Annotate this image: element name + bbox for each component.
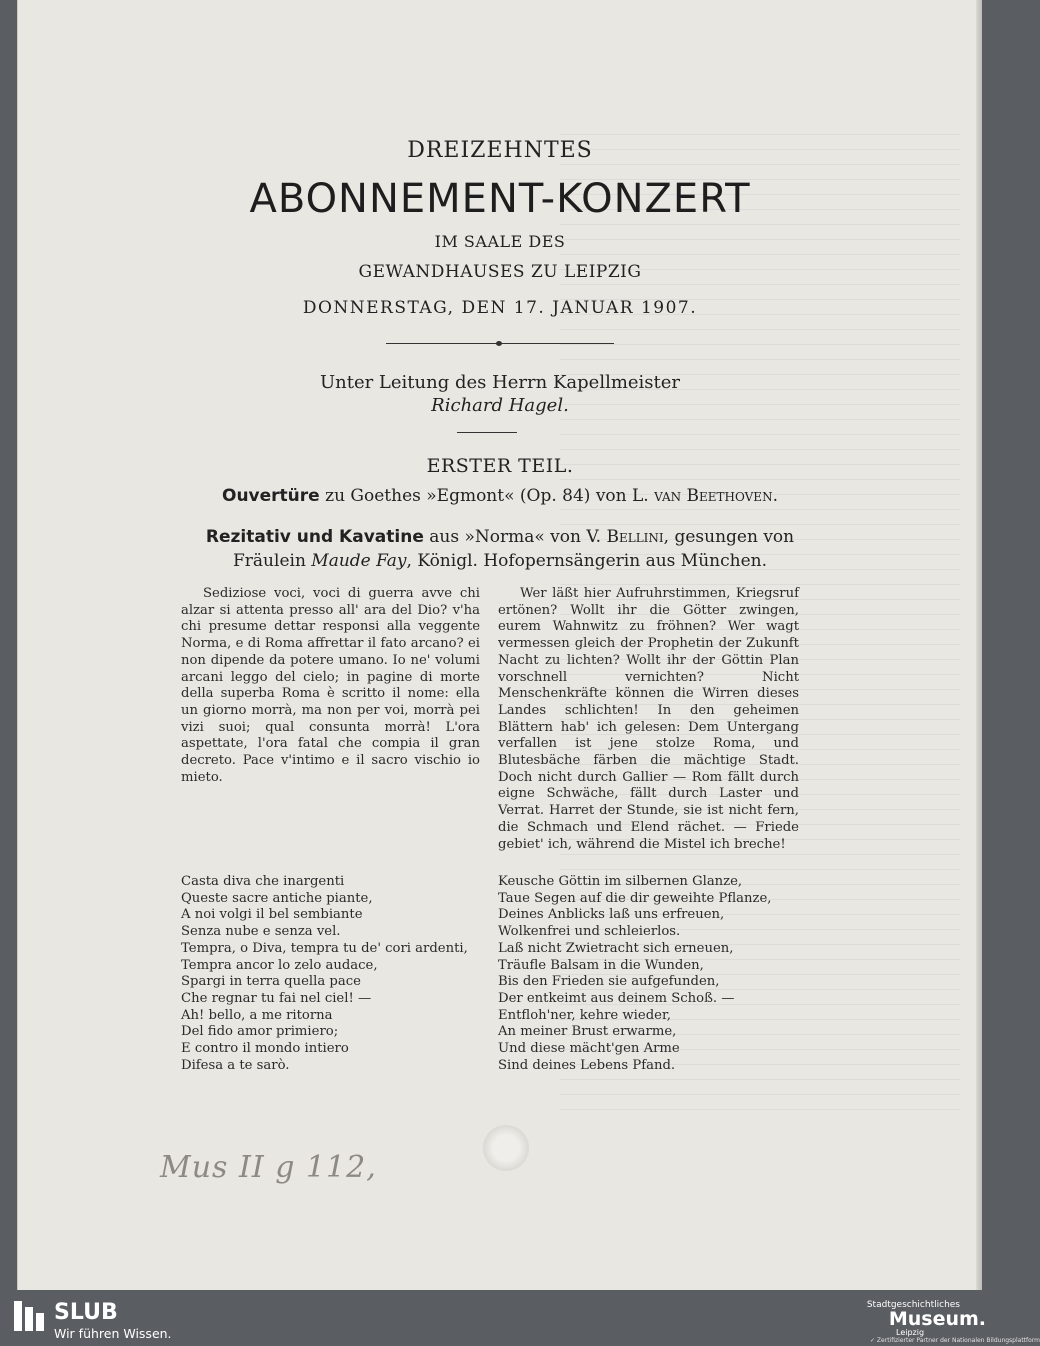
venue-line-1: IM SAALE DES	[434, 232, 566, 251]
verse-line-german: Wolkenfrei und schleierlos.	[498, 924, 681, 940]
verse-line-italian: Tempra ancor lo zelo audace,	[181, 957, 378, 973]
verse-line-italian: Spargi in terra quella pace	[181, 974, 361, 990]
verse-line-german: Sind deines Lebens Pfand.	[498, 1057, 676, 1073]
verse-line-german: Keusche Göttin im silbernen Glanze,	[498, 874, 743, 889]
verse-line-german: Der entkeimt aus deinem Schoß. —	[498, 990, 735, 1006]
verse-line-italian: Senza nube e senza vel.	[181, 924, 341, 940]
singer-prefix: Fräulein	[233, 551, 312, 571]
verse-line-italian: Queste sacre antiche piante,	[181, 890, 373, 906]
verse-line-german: Laß nicht Zwietracht sich erneuen,	[498, 940, 734, 956]
museum-partner-note: ✓ Zertifizierter Partner der Nationalen Bildungsplattform	[870, 1337, 1040, 1344]
program-item-aria	[0, 527, 1000, 547]
slub-title: SLUB	[54, 1300, 118, 1325]
section-heading: ERSTER TEIL.	[426, 455, 574, 477]
aria-title: Rezitativ und Kavatine	[205, 527, 424, 547]
verse-line-italian: Casta diva che inargenti	[181, 874, 345, 889]
concert-date: DONNERSTAG, DEN 17. JANUAR 1907.	[302, 298, 698, 318]
conductor-line: Unter Leitung des Herrn Kapellmeister	[319, 372, 681, 393]
recitative-italian	[181, 586, 480, 786]
museum-city: Leipzig	[896, 1328, 925, 1337]
singer-name: Maude Fay	[311, 551, 407, 571]
venue-line-2: GEWANDHAUSES ZU LEIPZIG	[358, 262, 642, 282]
conductor-name: Richard Hagel.	[431, 395, 569, 416]
museum-name: Museum.	[888, 1308, 986, 1330]
recitative-german	[498, 586, 799, 853]
verse-line-german: Taue Segen auf die dir geweihte Pflanze,	[498, 890, 772, 906]
short-divider	[457, 432, 517, 433]
slub-subtitle: Wir führen Wissen.	[54, 1326, 172, 1341]
verse-line-italian: Ah! bello, a me ritorna	[181, 1007, 333, 1023]
recitative-german-text: Wer läßt hier Aufruhrstimmen, Kriegsruf ertönen? Wollt ihr die Götter zwingen, eurem Wahnwitz zu fröhnen? Wer wagt vermessen gleich der Prophetin der Zukunft Nacht zu lichten? Wollt ihr der Göttin Plan vorschnell vernichten? Nicht Menschenkräfte können die Wirren dieses Landes schlichten! In den geheimen Blättern hab' ich gelesen: Dem Untergang verfallen ist jene stolze Roma, und Blutesbäche färben die mächtige Stadt. Doch nicht durch Gallier — Rom fällt durch eigne Schwäche, fällt durch Laster und Verrat. Harret der Stunde, sie ist nicht fern, die Schmach und Elend rächet. — Friede gebiet' ich, während die Mistel ich breche!	[498, 586, 799, 852]
page-title: ABONNEMENT-KONZERT	[249, 176, 751, 222]
museum-top-label: Stadtgeschichtliches	[866, 1300, 960, 1310]
concert-number: DREIZEHNTES	[407, 138, 593, 163]
aria-composer: Bellini	[606, 527, 664, 547]
verse-line-german: Deines Anblicks laß uns erfreuen,	[498, 907, 725, 923]
verse-line-italian: Difesa a te sarò.	[181, 1057, 290, 1073]
overture-title: Ouvertüre	[222, 486, 320, 506]
cavatina-german	[498, 874, 771, 1074]
overture-description: zu Goethes »Egmont« (Op. 84) von L.	[319, 486, 655, 506]
ornamental-divider	[386, 343, 614, 344]
embossed-stamp	[483, 1125, 529, 1171]
program-item-aria-singer	[0, 551, 1000, 571]
verse-line-german: An meiner Brust erwarme,	[498, 1024, 677, 1040]
overture-end: .	[772, 486, 778, 506]
aria-description: aus »Norma« von V.	[423, 527, 607, 547]
overture-composer: van Beethoven	[654, 486, 773, 506]
verse-line-italian: Tempra, o Diva, tempra tu de' cori ardenti,	[181, 940, 468, 956]
verse-line-italian: Che regnar tu fai nel ciel! —	[181, 990, 372, 1006]
recitative-italian-text: Sediziose voci, voci di guerra avve chi alzar si attenta presso all' ara del Dio? v'ha chi presume dettar responsi alla veggente Norma, e di Roma affrettar il fato arcano? ei non dipende da potere umano. Io ne' volumi arcani leggo del cielo; in pagine di morte della superba Roma è scritto il nome: ella un giorno morrà, ma non per voi, morrà pei vizi suoi; qual consunta morrà! L'ora aspettate, l'ora fatal che compia il gran decreto. Pace v'intimo e il sacro vischio io mieto.	[181, 586, 480, 785]
cavatina-italian	[181, 874, 468, 1074]
verse-line-german: Träufle Balsam in die Wunden,	[498, 957, 704, 973]
aria-sung-by: , gesungen von	[663, 527, 795, 547]
verse-line-italian: A noi volgi il bel sembiante	[181, 907, 363, 923]
singer-title: , Königl. Hofopernsängerin aus München.	[406, 551, 767, 571]
verse-line-german: Entfloh'ner, kehre wieder,	[498, 1007, 671, 1023]
verse-line-german: Bis den Frieden sie aufgefunden,	[498, 974, 720, 990]
verse-line-italian: Del fido amor primiero;	[181, 1024, 339, 1040]
handwritten-shelfmark: Mus II g 112,	[160, 1150, 377, 1185]
verse-line-german: Und diese mächt'gen Arme	[498, 1041, 680, 1057]
program-item-overture	[0, 486, 1000, 506]
verse-line-italian: E contro il mondo intiero	[181, 1041, 349, 1057]
slub-logo-icon	[12, 1299, 46, 1333]
